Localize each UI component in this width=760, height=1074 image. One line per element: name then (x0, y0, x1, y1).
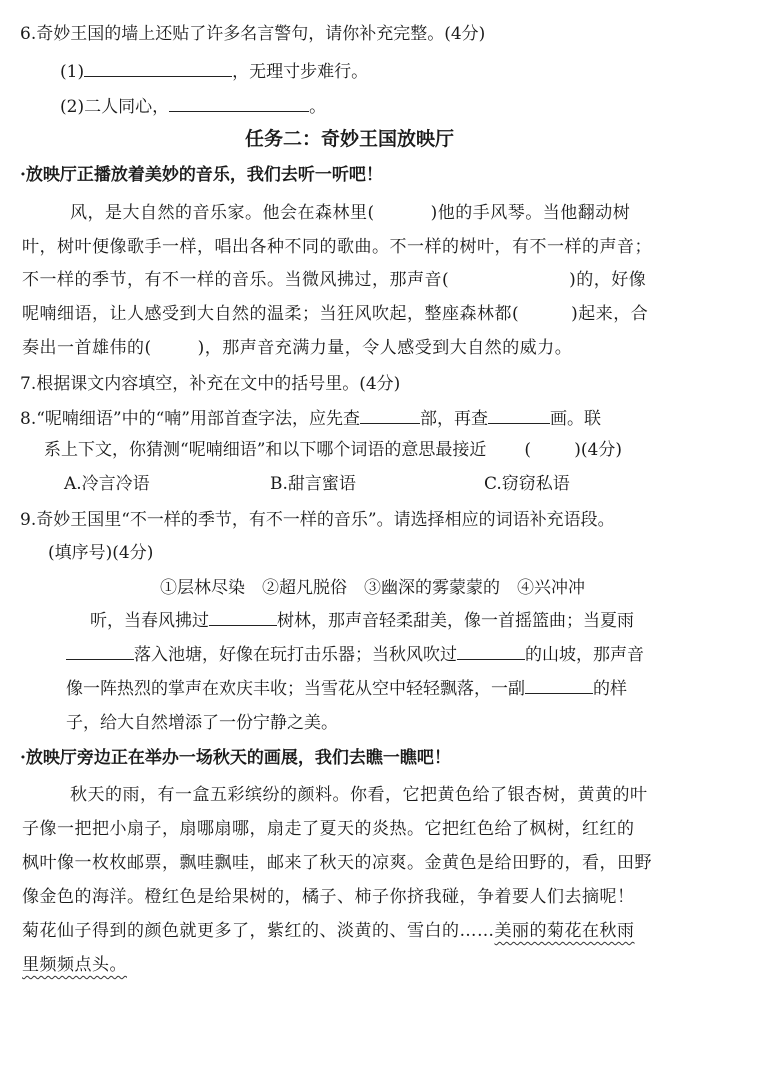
section2-intro: ·放映厅旁边正在举办一场秋天的画展，我们去瞧一瞧吧！ (20, 748, 451, 768)
section2-line5 (22, 919, 635, 943)
section2-line5-a: 菊花仙子得到的颜色就更多了，紫红的、淡黄的、雪白的…… (22, 921, 495, 941)
q9-para-line3-b: 的样 (593, 679, 627, 699)
q6-stem: 6.奇妙王国的墙上还贴了许多名言警句，请你补充完整。(4分) (20, 24, 486, 44)
q8-strokes-blank[interactable] (488, 407, 550, 424)
q9-para-line3-a: 像一阵热烈的掌声在欢庆丰收；当雪花从空中轻轻飘落，一副 (66, 679, 525, 699)
q9-para-line1-a: 听，当春风拂过 (90, 611, 209, 631)
q8-line1 (20, 407, 601, 431)
section1-line3-b: )的，好像 (569, 270, 647, 290)
section1-line3-a: 不一样的季节，有不一样的音乐。当微风拂过，那声音( (22, 270, 450, 290)
section1-line3 (22, 268, 646, 292)
q8-score: (4分) (580, 440, 622, 460)
q7-stem: 7.根据课文内容填空，补充在文中的括号里。(4分) (20, 374, 401, 394)
q8-radical-blank[interactable] (360, 407, 420, 424)
q9-line2: (填序号)(4分) (48, 543, 154, 563)
q6-item2-num: (2) (60, 97, 85, 117)
section1-line5-a: 奏出一首雄伟的( (22, 338, 152, 358)
q9-para-line2-a: 落入池塘，好像在玩打击乐器；当秋风吹过 (134, 645, 457, 665)
q9-para-line1 (90, 609, 634, 633)
q6-item2-end: 。 (309, 97, 327, 117)
q8-answer-paren[interactable]: ( ) (524, 440, 581, 460)
q8-line1-b: 部，再查 (419, 409, 488, 429)
q8-line1-c: 画。联 (549, 409, 601, 429)
section2-line1: 秋天的雨，有一盒五彩缤纷的颜料。你看，它把黄色给了银杏树，黄黄的叶 (70, 785, 648, 805)
q9-blank3[interactable] (457, 643, 525, 660)
section2-underlined-sentence-part1: 美丽的菊花在秋雨 (494, 921, 635, 941)
section2-line6 (22, 953, 127, 977)
q6-item1 (60, 60, 368, 84)
q8-option-b[interactable]: B.甜言蜜语 (270, 474, 356, 494)
section1-line1-a: 风，是大自然的音乐家。他会在森林里( (70, 203, 375, 223)
q6-item2 (60, 95, 326, 119)
q9-para-line4: 子，给大自然增添了一份宁静之美。 (66, 713, 338, 733)
q8-line2 (44, 438, 622, 462)
section1-line4-a: 呢喃细语，让人感受到大自然的温柔；当狂风吹起，整座森林都( (22, 304, 520, 324)
section1-line5-b: )，那声音充满力量，令人感受到大自然的威力。 (197, 338, 573, 358)
q9-blank2[interactable] (66, 643, 134, 660)
q9-blank4[interactable] (525, 677, 593, 694)
section2-underlined-sentence-part2: 里频频点头。 (22, 955, 127, 975)
q6-item1-text: ，无理寸步难行。 (232, 62, 369, 82)
q9-choices: ①层林尽染 ②超凡脱俗 ③幽深的雾蒙蒙的 ④兴冲冲 (160, 578, 585, 598)
q9-line1: 9.奇妙王国里“不一样的季节，有不一样的音乐”。请选择相应的词语补充语段。 (20, 510, 615, 530)
section1-line5 (22, 336, 572, 360)
q8-line2-a: 系上下文，你猜测“呢喃细语”和以下哪个词语的意思最接近 (44, 440, 487, 460)
section1-line4-b: )起来，合 (571, 304, 649, 324)
q9-blank1[interactable] (209, 609, 277, 626)
q6-item2-text: 二人同心， (84, 97, 170, 117)
section1-line4 (22, 302, 648, 326)
q9-para-line3 (66, 677, 627, 701)
q9-para-line2-b: 的山坡，那声音 (525, 645, 644, 665)
q6-item1-blank[interactable] (84, 60, 232, 77)
q8-option-c[interactable]: C.窃窃私语 (484, 474, 570, 494)
section1-line1-b: )他的手风琴。当他翻动树 (430, 203, 631, 223)
section1-line1 (70, 201, 630, 225)
section1-intro: ·放映厅正播放着美妙的音乐，我们去听一听吧！ (20, 165, 383, 185)
q8-line1-a: 8.“呢喃细语”中的“喃”用部首查字法，应先查 (20, 409, 360, 429)
q9-para-line2 (66, 643, 644, 667)
q9-para-line1-b: 树林，那声音轻柔甜美，像一首摇篮曲；当夏雨 (277, 611, 634, 631)
section2-line3: 枫叶像一枚枚邮票，飘哇飘哇，邮来了秋天的凉爽。金黄色是给田野的，看，田野 (22, 853, 652, 873)
q8-option-a[interactable]: A.冷言冷语 (64, 474, 150, 494)
task2-title: 任务二：奇妙王国放映厅 (245, 128, 455, 150)
q6-item2-blank[interactable] (169, 95, 309, 112)
section2-line4: 像金色的海洋。橙红色是给果树的，橘子、柿子你挤我碰，争着要人们去摘呢！ (22, 887, 635, 907)
section2-line2: 子像一把把小扇子，扇哪扇哪，扇走了夏天的炎热。它把红色给了枫树，红红的 (22, 819, 635, 839)
q6-item1-num: (1) (60, 62, 85, 82)
section1-line2: 叶，树叶便像歌手一样，唱出各种不同的歌曲。不一样的树叶，有不一样的声音； (22, 237, 652, 257)
